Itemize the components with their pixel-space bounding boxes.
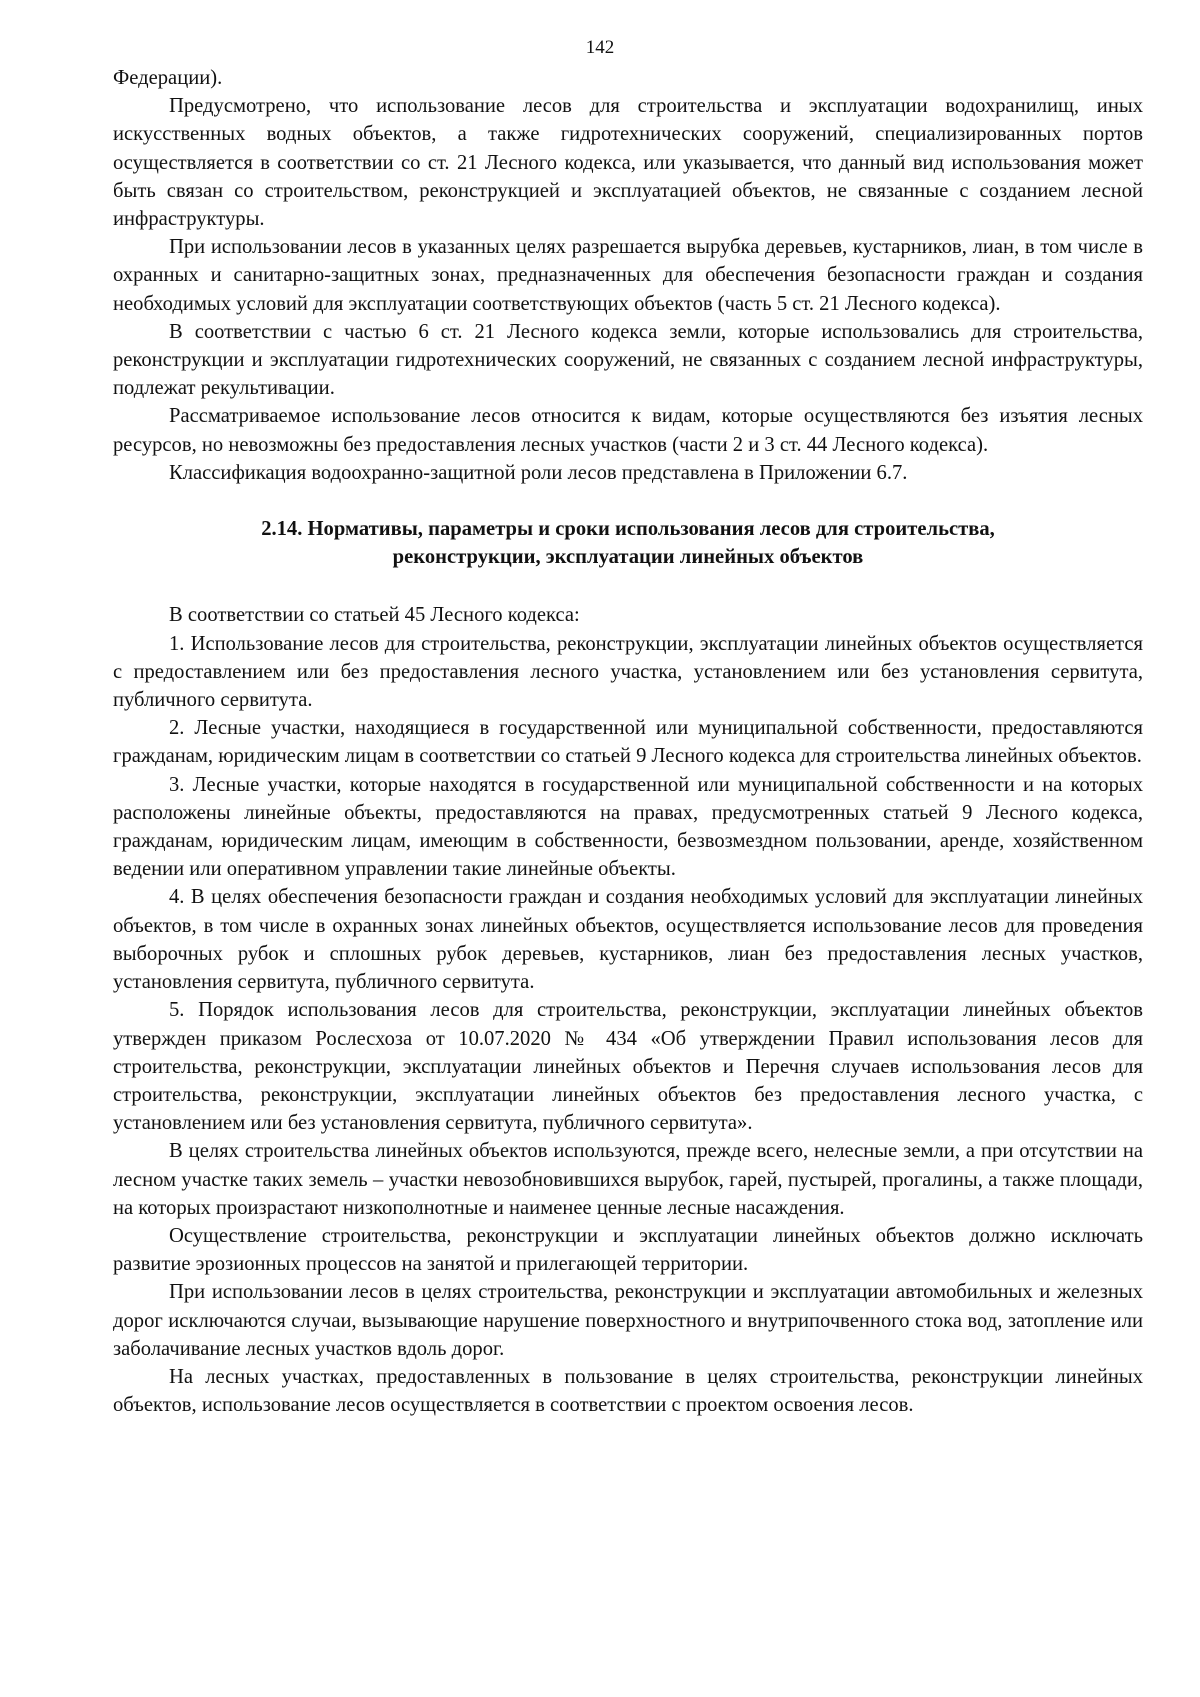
page-content: [113, 64, 1143, 1419]
numbered-paragraph: 1. Использование лесов для строительства, реконструкции, эксплуатации линейных объектов осуществляется с предоставлением или без предоставления лесного участка, установлением или без установления сервитута, публичного сервитута.: [113, 632, 1143, 712]
paragraph: Рассматриваемое использование лесов относится к видам, которые осуществляются без изъятия лесных ресурсов, но невозможны без предоставления лесных участков (части 2 и 3 ст. 44 Лесного кодекса).: [113, 405, 1143, 456]
numbered-paragraph: 4. В целях обеспечения безопасности граждан и создания необходимых условий для эксплуатации линейных объектов, в том числе в охранных зонах линейных объектов, осуществляется использование лесов для проведения выборочных рубок и сплошных рубок деревьев, кустарников, лиан без предоставления лесных участков, установления сервитута, публичного сервитута.: [113, 886, 1143, 994]
paragraph-continuation: Федерации).: [113, 67, 223, 89]
numbered-paragraph: 3. Лесные участки, которые находятся в государственной или муниципальной собственности и на которых расположены линейные объекты, предоставляются на правах, предусмотренных статьей 9 Лесного кодекса, гражданам, юридическим лицам, имеющим в собственности, безвозмездном пользовании, аренде, хозяйственном ведении или оперативном управлении такие линейные объекты.: [113, 773, 1143, 881]
numbered-paragraph: 5. Порядок использования лесов для строительства, реконструкции, эксплуатации линейных объектов утвержден приказом Рослесхоза от 10.07.2020 № 434 «Об утверждении Правил использования лесов для строительства, реконструкции, эксплуатации линейных объектов и Перечня случаев использования лесов для строительства, реконструкции, эксплуатации линейных объектов без предоставления лесного участка, с установлением или без установления сервитута, публичного сервитута».: [113, 999, 1143, 1135]
paragraph: В соответствии со статьей 45 Лесного кодекса:: [169, 604, 580, 627]
paragraph: В целях строительства линейных объектов используются, прежде всего, нелесные земли, а при отсутствии на лесном участке таких земель – участки невозобновившихся вырубок, гарей, пустырей, прогалины, а также площади, на которых произрастают низкополнотные и наименее ценные лесные насаждения.: [113, 1140, 1143, 1219]
section-heading: [113, 515, 1143, 571]
paragraph: Классификация водоохранно-защитной роли лесов представлена в Приложении 6.7.: [169, 461, 908, 484]
paragraph: Осуществление строительства, реконструкции и эксплуатации линейных объектов должно исключать развитие эрозионных процессов на занятой и прилегающей территории.: [113, 1224, 1143, 1276]
page-number: 142: [585, 37, 615, 58]
numbered-paragraph: 2. Лесные участки, находящиеся в государственной или муниципальной собственности, предоставляются гражданам, юридическим лицам в соответствии со статьей 9 Лесного кодекса для строительства линейных объектов.: [113, 717, 1143, 768]
section-heading-line-1: 2.14. Нормативы, параметры и сроки использования лесов для строительства,: [261, 518, 995, 541]
paragraph: Предусмотрено, что использование лесов для строительства и эксплуатации водохранилищ, иных искусственных водных объектов, а также гидротехнических сооружений, специализированных портов осуществляется в соответствии со ст. 21 Лесного кодекса, или указывается, что данный вид использования может быть связан со строительством, реконструкцией и эксплуатацией объектов, не связанные с созданием лесной инфраструктуры.: [113, 95, 1143, 231]
paragraph: При использовании лесов в целях строительства, реконструкции и эксплуатации автомобильных и железных дорог исключаются случаи, вызывающие нарушение поверхностного и внутрипочвенного стока вод, затопление или заболачивание лесных участков вдоль дорог.: [113, 1281, 1143, 1360]
paragraph: На лесных участках, предоставленных в пользование в целях строительства, реконструкции линейных объектов, использование лесов осуществляется в соответствии с проектом освоения лесов.: [113, 1365, 1143, 1417]
section-heading-line-2: реконструкции, эксплуатации линейных объектов: [392, 546, 864, 569]
paragraph: В соответствии с частью 6 ст. 21 Лесного кодекса земли, которые использовались для строительства, реконструкции и эксплуатации гидротехнических сооружений, не связанных с созданием лесной инфраструктуры, подлежат рекультивации.: [113, 320, 1143, 400]
paragraph: При использовании лесов в указанных целях разрешается вырубка деревьев, кустарников, лиан, в том числе в охранных и санитарно-защитных зонах, предназначенных для обеспечения безопасности граждан и создания необходимых условий для эксплуатации соответствующих объектов (часть 5 ст. 21 Лесного кодекса).: [113, 236, 1143, 315]
